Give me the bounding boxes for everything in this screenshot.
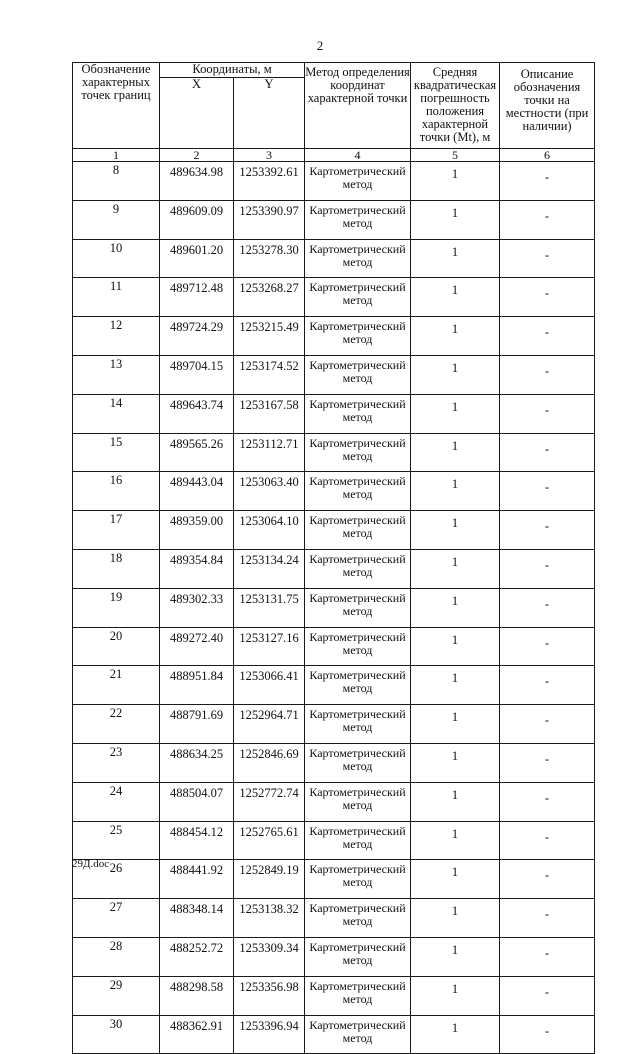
table-row <box>73 937 595 976</box>
point-number-cell: 22 <box>73 705 160 744</box>
error-cell: 1 <box>411 394 500 433</box>
description-cell: - <box>500 899 595 938</box>
x-coordinate-cell: 488441.92 <box>160 860 234 899</box>
table-row <box>73 239 595 278</box>
header-x: X <box>160 78 234 149</box>
table-row <box>73 472 595 511</box>
table-row <box>73 317 595 356</box>
y-coordinate-cell: 1253127.16 <box>234 627 305 666</box>
y-coordinate-cell: 1253064.10 <box>234 511 305 550</box>
table-body <box>73 162 595 1054</box>
table-row <box>73 743 595 782</box>
method-cell: Картометрический метод <box>305 549 411 588</box>
header-description: Описание обозначения точки на местности (при наличии) <box>500 63 595 149</box>
header-method: Метод определения координат характерной точки <box>305 63 411 149</box>
table-row <box>73 899 595 938</box>
description-cell: - <box>500 162 595 201</box>
description-cell: - <box>500 317 595 356</box>
error-cell: 1 <box>411 472 500 511</box>
column-number-1: 1 <box>73 149 160 162</box>
error-cell: 1 <box>411 666 500 705</box>
method-cell: Картометрический метод <box>305 588 411 627</box>
method-cell: Картометрический метод <box>305 239 411 278</box>
x-coordinate-cell: 489354.84 <box>160 549 234 588</box>
description-cell: - <box>500 433 595 472</box>
point-number-cell: 29 <box>73 976 160 1015</box>
method-cell: Картометрический метод <box>305 511 411 550</box>
y-coordinate-cell: 1252849.19 <box>234 860 305 899</box>
point-number-cell: 8 <box>73 162 160 201</box>
method-cell: Картометрический метод <box>305 937 411 976</box>
point-number-cell: 19 <box>73 588 160 627</box>
table-row <box>73 1015 595 1054</box>
table-row <box>73 200 595 239</box>
coordinates-table <box>72 62 595 1054</box>
y-coordinate-cell: 1253167.58 <box>234 394 305 433</box>
description-cell: - <box>500 588 595 627</box>
description-cell: - <box>500 278 595 317</box>
column-number-6: 6 <box>500 149 595 162</box>
point-number-cell: 12 <box>73 317 160 356</box>
table-row <box>73 162 595 201</box>
x-coordinate-cell: 489643.74 <box>160 394 234 433</box>
error-cell: 1 <box>411 162 500 201</box>
description-cell: - <box>500 743 595 782</box>
point-number-cell: 21 <box>73 666 160 705</box>
column-number-2: 2 <box>160 149 234 162</box>
table-row <box>73 627 595 666</box>
description-cell: - <box>500 472 595 511</box>
x-coordinate-cell: 488634.25 <box>160 743 234 782</box>
error-cell: 1 <box>411 860 500 899</box>
description-cell: - <box>500 1015 595 1054</box>
y-coordinate-cell: 1253112.71 <box>234 433 305 472</box>
y-coordinate-cell: 1253309.34 <box>234 937 305 976</box>
header-designation: Обозначение характерных точек границ <box>73 63 160 149</box>
point-number-cell: 25 <box>73 821 160 860</box>
y-coordinate-cell: 1253278.30 <box>234 239 305 278</box>
x-coordinate-cell: 489272.40 <box>160 627 234 666</box>
x-coordinate-cell: 488298.58 <box>160 976 234 1015</box>
description-cell: - <box>500 782 595 821</box>
column-number-5: 5 <box>411 149 500 162</box>
table-row <box>73 705 595 744</box>
description-cell: - <box>500 705 595 744</box>
description-cell: - <box>500 860 595 899</box>
page-number: 2 <box>316 38 324 53</box>
table-row <box>73 278 595 317</box>
y-coordinate-cell: 1253356.98 <box>234 976 305 1015</box>
method-cell: Картометрический метод <box>305 200 411 239</box>
description-cell: - <box>500 666 595 705</box>
point-number-cell: 14 <box>73 394 160 433</box>
error-cell: 1 <box>411 433 500 472</box>
error-cell: 1 <box>411 511 500 550</box>
x-coordinate-cell: 488951.84 <box>160 666 234 705</box>
x-coordinate-cell: 488362.91 <box>160 1015 234 1054</box>
description-cell: - <box>500 937 595 976</box>
method-cell: Картометрический метод <box>305 355 411 394</box>
point-number-cell: 9 <box>73 200 160 239</box>
method-cell: Картометрический метод <box>305 1015 411 1054</box>
method-cell: Картометрический метод <box>305 821 411 860</box>
point-number-cell: 17 <box>73 511 160 550</box>
point-number-cell: 13 <box>73 355 160 394</box>
file-name-footer: 29Д.doc <box>72 858 110 870</box>
method-cell: Картометрический метод <box>305 782 411 821</box>
description-cell: - <box>500 239 595 278</box>
method-cell: Картометрический метод <box>305 705 411 744</box>
error-cell: 1 <box>411 549 500 588</box>
y-coordinate-cell: 1253174.52 <box>234 355 305 394</box>
error-cell: 1 <box>411 743 500 782</box>
x-coordinate-cell: 488252.72 <box>160 937 234 976</box>
point-number-cell: 11 <box>73 278 160 317</box>
table-row <box>73 666 595 705</box>
error-cell: 1 <box>411 317 500 356</box>
point-number-cell: 30 <box>73 1015 160 1054</box>
table-row <box>73 782 595 821</box>
error-cell: 1 <box>411 278 500 317</box>
x-coordinate-cell: 489634.98 <box>160 162 234 201</box>
error-cell: 1 <box>411 588 500 627</box>
y-coordinate-cell: 1253138.32 <box>234 899 305 938</box>
error-cell: 1 <box>411 899 500 938</box>
x-coordinate-cell: 488791.69 <box>160 705 234 744</box>
point-number-cell: 16 <box>73 472 160 511</box>
x-coordinate-cell: 488504.07 <box>160 782 234 821</box>
y-coordinate-cell: 1253066.41 <box>234 666 305 705</box>
error-cell: 1 <box>411 937 500 976</box>
y-coordinate-cell: 1253390.97 <box>234 200 305 239</box>
y-coordinate-cell: 1253131.75 <box>234 588 305 627</box>
x-coordinate-cell: 489565.26 <box>160 433 234 472</box>
description-cell: - <box>500 821 595 860</box>
column-number-3: 3 <box>234 149 305 162</box>
y-coordinate-cell: 1252964.71 <box>234 705 305 744</box>
method-cell: Картометрический метод <box>305 627 411 666</box>
method-cell: Картометрический метод <box>305 278 411 317</box>
method-cell: Картометрический метод <box>305 666 411 705</box>
description-cell: - <box>500 355 595 394</box>
method-cell: Картометрический метод <box>305 976 411 1015</box>
y-coordinate-cell: 1253134.24 <box>234 549 305 588</box>
header-y: Y <box>234 78 305 149</box>
y-coordinate-cell: 1253215.49 <box>234 317 305 356</box>
error-cell: 1 <box>411 821 500 860</box>
header-error: Средняя квадратическая погрешность положения характерной точки (Mt), м <box>411 63 500 149</box>
y-coordinate-cell: 1252765.61 <box>234 821 305 860</box>
method-cell: Картометрический метод <box>305 743 411 782</box>
y-coordinate-cell: 1253268.27 <box>234 278 305 317</box>
description-cell: - <box>500 511 595 550</box>
table-row <box>73 860 595 899</box>
column-number-4: 4 <box>305 149 411 162</box>
y-coordinate-cell: 1252846.69 <box>234 743 305 782</box>
error-cell: 1 <box>411 782 500 821</box>
method-cell: Картометрический метод <box>305 394 411 433</box>
error-cell: 1 <box>411 239 500 278</box>
description-cell: - <box>500 549 595 588</box>
method-cell: Картометрический метод <box>305 860 411 899</box>
table-row <box>73 355 595 394</box>
method-cell: Картометрический метод <box>305 162 411 201</box>
table-row <box>73 433 595 472</box>
table-row <box>73 976 595 1015</box>
x-coordinate-cell: 488454.12 <box>160 821 234 860</box>
x-coordinate-cell: 489443.04 <box>160 472 234 511</box>
description-cell: - <box>500 394 595 433</box>
point-number-cell: 20 <box>73 627 160 666</box>
method-cell: Картометрический метод <box>305 317 411 356</box>
table-row <box>73 588 595 627</box>
error-cell: 1 <box>411 1015 500 1054</box>
error-cell: 1 <box>411 976 500 1015</box>
x-coordinate-cell: 489712.48 <box>160 278 234 317</box>
method-cell: Картометрический метод <box>305 899 411 938</box>
x-coordinate-cell: 488348.14 <box>160 899 234 938</box>
table-row <box>73 821 595 860</box>
table-row <box>73 394 595 433</box>
y-coordinate-cell: 1253063.40 <box>234 472 305 511</box>
description-cell: - <box>500 976 595 1015</box>
description-cell: - <box>500 200 595 239</box>
error-cell: 1 <box>411 705 500 744</box>
point-number-cell: 28 <box>73 937 160 976</box>
point-number-cell: 24 <box>73 782 160 821</box>
point-number-cell: 26 <box>73 860 160 899</box>
method-cell: Картометрический метод <box>305 433 411 472</box>
point-number-cell: 15 <box>73 433 160 472</box>
error-cell: 1 <box>411 355 500 394</box>
method-cell: Картометрический метод <box>305 472 411 511</box>
error-cell: 1 <box>411 627 500 666</box>
x-coordinate-cell: 489601.20 <box>160 239 234 278</box>
x-coordinate-cell: 489302.33 <box>160 588 234 627</box>
header-coordinates: Координаты, м <box>160 63 305 78</box>
table-row <box>73 549 595 588</box>
point-number-cell: 18 <box>73 549 160 588</box>
x-coordinate-cell: 489359.00 <box>160 511 234 550</box>
x-coordinate-cell: 489724.29 <box>160 317 234 356</box>
description-cell: - <box>500 627 595 666</box>
y-coordinate-cell: 1253392.61 <box>234 162 305 201</box>
y-coordinate-cell: 1253396.94 <box>234 1015 305 1054</box>
x-coordinate-cell: 489609.09 <box>160 200 234 239</box>
x-coordinate-cell: 489704.15 <box>160 355 234 394</box>
point-number-cell: 27 <box>73 899 160 938</box>
point-number-cell: 10 <box>73 239 160 278</box>
point-number-cell: 23 <box>73 743 160 782</box>
y-coordinate-cell: 1252772.74 <box>234 782 305 821</box>
table-row <box>73 511 595 550</box>
error-cell: 1 <box>411 200 500 239</box>
